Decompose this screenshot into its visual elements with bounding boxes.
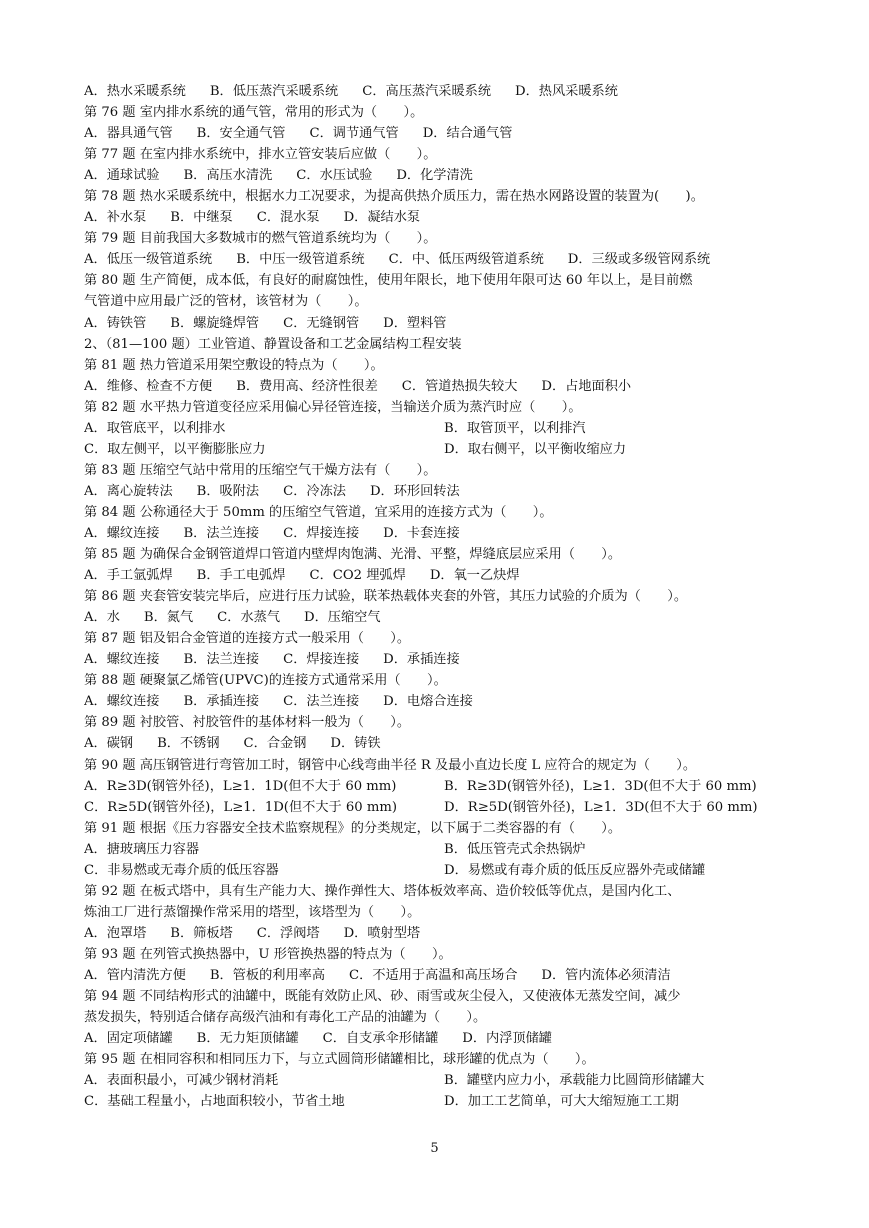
options-line <box>84 165 804 186</box>
question-line: 气管道中应用最广泛的管材，该管材为（ ）。 <box>84 294 368 310</box>
option-item: A．维修、检查不方便 <box>84 378 213 394</box>
option-item: B．不锈钢 <box>157 736 220 752</box>
option-item: A．低压一级管道系统 <box>84 252 213 268</box>
option-item: A．固定项储罐 <box>84 1031 173 1047</box>
options-line <box>84 123 804 144</box>
option-item: C．水蒸气 <box>217 610 281 626</box>
option-item: D．结合通气管 <box>422 126 513 142</box>
option-item: B．吸附法 <box>196 483 260 499</box>
option-item: D．承插连接 <box>383 652 460 668</box>
option-item: D．压缩空气 <box>304 610 381 626</box>
option-item: D．环形回转法 <box>369 483 460 499</box>
option-item: C．法兰连接 <box>283 694 360 710</box>
option-item: A．器具通气管 <box>84 126 173 142</box>
options-line <box>84 649 804 670</box>
option-item: C．CO2 埋弧焊 <box>309 568 406 584</box>
option-item: D．卡套连接 <box>383 525 460 541</box>
option-item: B．承插连接 <box>183 694 260 710</box>
question-line: 第 93 题 在列管式换热器中，U 形管换热器的特点为（ ）。 <box>84 946 452 962</box>
option-item: A．水 <box>84 610 120 626</box>
question-line: 炼油工厂进行蒸馏操作常采用的塔型，该塔型为（ ）。 <box>84 904 421 920</box>
question-line: 第 94 题 不同结构形式的油罐中，既能有效防止风、砂、雨雪或灰尘侵入，又使液体无蒸发空间，减少 <box>84 989 681 1005</box>
option-item: B．法兰连接 <box>183 525 260 541</box>
option-item: A．表面积最小，可减少钢材消耗 <box>84 1073 279 1089</box>
option-item: C．管道热损失较大 <box>401 378 518 394</box>
question-line: 第 76 题 室内排水系统的通气管，常用的形式为（ ）。 <box>84 105 424 121</box>
options-line <box>84 207 804 228</box>
option-item: D．化学清洗 <box>396 168 473 184</box>
option-item: D．管内流体必须清洁 <box>541 967 671 983</box>
option-item: D．电熔合连接 <box>383 694 473 710</box>
option-item: D．氧一乙炔焊 <box>429 568 520 584</box>
option-item: B．费用高、经济性很差 <box>236 378 378 394</box>
options-line <box>84 418 804 439</box>
option-item: C．自支承伞形储罐 <box>322 1031 439 1047</box>
options-line <box>84 1091 804 1112</box>
option-item: C．中、低压两级管道系统 <box>388 252 544 268</box>
option-item: C．混水泵 <box>256 210 320 226</box>
options-line <box>84 733 804 754</box>
options-line <box>84 797 804 818</box>
options-line <box>84 376 804 397</box>
option-item: D．取右侧平，以平衡收缩应力 <box>444 441 627 457</box>
option-item: A．铸铁管 <box>84 315 147 331</box>
option-item: D．喷射型塔 <box>343 925 421 941</box>
option-item: C．R≥5D(钢管外径)，L≥1．1D(但不大于 60 mm) <box>84 799 398 815</box>
option-item: A．泡罩塔 <box>84 925 147 941</box>
option-item: A．取管底平，以利排水 <box>84 420 226 436</box>
option-item: B．低压管壳式余热锅炉 <box>444 841 586 857</box>
options-line <box>84 860 804 881</box>
question-line: 第 77 题 在室内排水系统中，排水立管安装后应做（ ）。 <box>84 147 437 163</box>
options-line <box>84 249 804 270</box>
options-line <box>84 839 804 860</box>
question-list <box>84 81 804 1112</box>
options-line <box>84 965 804 986</box>
option-item: B．安全通气管 <box>196 126 286 142</box>
option-item: D．内浮顶储罐 <box>462 1031 552 1047</box>
option-item: C．合金钢 <box>243 736 307 752</box>
question-line: 第 87 题 铝及铝合金管道的连接方式一般采用（ ）。 <box>84 631 411 647</box>
options-line <box>84 565 804 586</box>
option-item: B．法兰连接 <box>183 652 260 668</box>
option-item: C．水压试验 <box>296 168 373 184</box>
options-line <box>84 81 804 102</box>
option-item: A．碳钢 <box>84 736 134 752</box>
option-item: A．补水泵 <box>84 210 147 226</box>
question-line: 第 88 题 硬聚氯乙烯管(UPVC)的连接方式通常采用（ ）。 <box>84 673 447 689</box>
question-line: 第 91 题 根据《压力容器安全技术监察规程》的分类规定，以下属于二类容器的有（ ）。 <box>84 820 622 836</box>
question-line: 第 95 题 在相同容积和相同压力下，与立式圆筒形储罐相比，球形罐的优点为（ ）。 <box>84 1052 595 1068</box>
option-item: B．螺旋缝焊管 <box>170 315 260 331</box>
question-line: 第 79 题 目前我国大多数城市的燃气管道系统均为（ ）。 <box>84 231 437 247</box>
option-item: A．搪玻璃压力容器 <box>84 841 200 857</box>
options-line <box>84 1028 804 1049</box>
option-item: A．螺纹连接 <box>84 525 160 541</box>
options-line <box>84 439 804 460</box>
options-line <box>84 691 804 712</box>
option-item: A．离心旋转法 <box>84 483 173 499</box>
option-item: C．焊接连接 <box>283 652 360 668</box>
option-item: B．R≥3D(钢管外径)，L≥1．3D(但不大于 60 mm) <box>444 778 757 794</box>
question-line: 蒸发损失，特别适合储存高级汽油和有毒化工产品的油罐为（ ）。 <box>84 1010 487 1026</box>
option-item: D．三级或多级管网系统 <box>567 252 711 268</box>
option-item: B．筛板塔 <box>170 925 233 941</box>
options-line <box>84 1070 804 1091</box>
option-item: A．通球试验 <box>84 168 160 184</box>
question-line: 第 90 题 高压钢管进行弯管加工时，钢管中心线弯曲半径 R 及最小直边长度 L 应符合的规定为（ ）。 <box>84 757 697 773</box>
question-line: 第 85 题 为确保合金钢管道焊口管道内壁焊肉饱满、光滑、平整，焊缝底层应采用（ ）。 <box>84 547 622 563</box>
page-number: 5 <box>430 1141 439 1156</box>
question-line: 第 86 题 夹套管安装完毕后，应进行压力试验，联苯热载体夹套的外管，其压力试验的介质为（ ）。 <box>84 589 688 605</box>
option-item: B．低压蒸汽采暖系统 <box>209 84 339 99</box>
option-item: C．焊接连接 <box>283 525 360 541</box>
options-line <box>84 523 804 544</box>
option-item: D．易燃或有毒介质的低压反应器外壳或储罐 <box>444 862 706 878</box>
option-item: A．螺纹连接 <box>84 652 160 668</box>
option-item: A．R≥3D(钢管外径)，L≥1．1D(但不大于 60 mm) <box>84 778 397 794</box>
question-line: 第 84 题 公称通径大于 50mm 的压缩空气管道，宜采用的连接方式为（ ）。 <box>84 504 553 520</box>
option-item: C．不适用于高温和高压场合 <box>349 967 518 983</box>
question-line: 第 89 题 衬胶管、衬胶管件的基体材料一般为（ ）。 <box>84 715 411 731</box>
option-item: C．非易燃或无毒介质的低压容器 <box>84 862 279 878</box>
option-item: D．凝结水泵 <box>343 210 421 226</box>
option-item: C．基础工程量小，占地面积较小，节省土地 <box>84 1094 345 1110</box>
option-item: C．浮阀塔 <box>256 925 320 941</box>
question-line: 2、（81—100 题）工业管道、静置设备和工艺金属结构工程安装 <box>84 336 462 352</box>
option-item: B．高压水清洗 <box>183 168 273 184</box>
option-item: D．占地面积小 <box>541 378 632 394</box>
option-item: B．中压一级管道系统 <box>236 252 365 268</box>
options-line <box>84 313 804 334</box>
question-line: 第 92 题 在板式塔中，具有生产能力大、操作弹性大、塔体板效率高、造价较低等优点，是国内化工、 <box>84 883 681 899</box>
option-item: B．手工电弧焊 <box>196 568 286 584</box>
option-item: B．罐壁内应力小，承载能力比圆筒形储罐大 <box>444 1073 705 1089</box>
question-line: 第 83 题 压缩空气站中常用的压缩空气干燥方法有（ ）。 <box>84 462 437 478</box>
option-item: D．塑料管 <box>383 315 447 331</box>
options-line <box>84 481 804 502</box>
option-item: C．调节通气管 <box>309 126 399 142</box>
option-item: B．无力矩顶储罐 <box>196 1031 299 1047</box>
options-line <box>84 607 804 628</box>
option-item: B．氮气 <box>143 610 194 626</box>
option-item: D．加工工艺简单，可大大缩短施工工期 <box>444 1094 679 1110</box>
option-item: B．中继泵 <box>170 210 233 226</box>
option-item: D．热风采暖系统 <box>515 84 618 99</box>
options-line <box>84 923 804 944</box>
option-item: B．管板的利用率高 <box>209 967 326 983</box>
option-item: A．管内清洗方便 <box>84 967 186 983</box>
option-item: D．R≥5D(钢管外径)，L≥1．3D(但不大于 60 mm) <box>444 799 758 815</box>
question-line: 第 81 题 热力管道采用架空敷设的特点为（ ）。 <box>84 357 384 373</box>
question-line: 第 80 题 生产简便，成本低，有良好的耐腐蚀性，使用年限长，地下使用年限可达 60 年以上，是目前燃 <box>84 273 693 289</box>
question-line: 第 82 题 水平热力管道变径应采用偏心异径管连接，当输送介质为蒸汽时应（ ）。 <box>84 399 582 415</box>
option-item: C．取左侧平，以平衡膨胀应力 <box>84 441 266 457</box>
option-item: C．冷冻法 <box>283 483 346 499</box>
option-item: C．高压蒸汽采暖系统 <box>362 84 492 99</box>
option-item: C．无缝钢管 <box>283 315 360 331</box>
option-item: A．螺纹连接 <box>84 694 160 710</box>
option-item: B．取管顶平，以利排汽 <box>444 420 586 436</box>
option-item: A．热水采暖系统 <box>84 84 186 99</box>
question-line: 第 78 题 热水采暖系统中，根据水力工况要求，为提高供热介质压力，需在热水网路设置的装置为( )。 <box>84 189 704 205</box>
option-item: D．铸铁 <box>330 736 381 752</box>
option-item: A．手工氩弧焊 <box>84 568 173 584</box>
options-line <box>84 776 804 797</box>
